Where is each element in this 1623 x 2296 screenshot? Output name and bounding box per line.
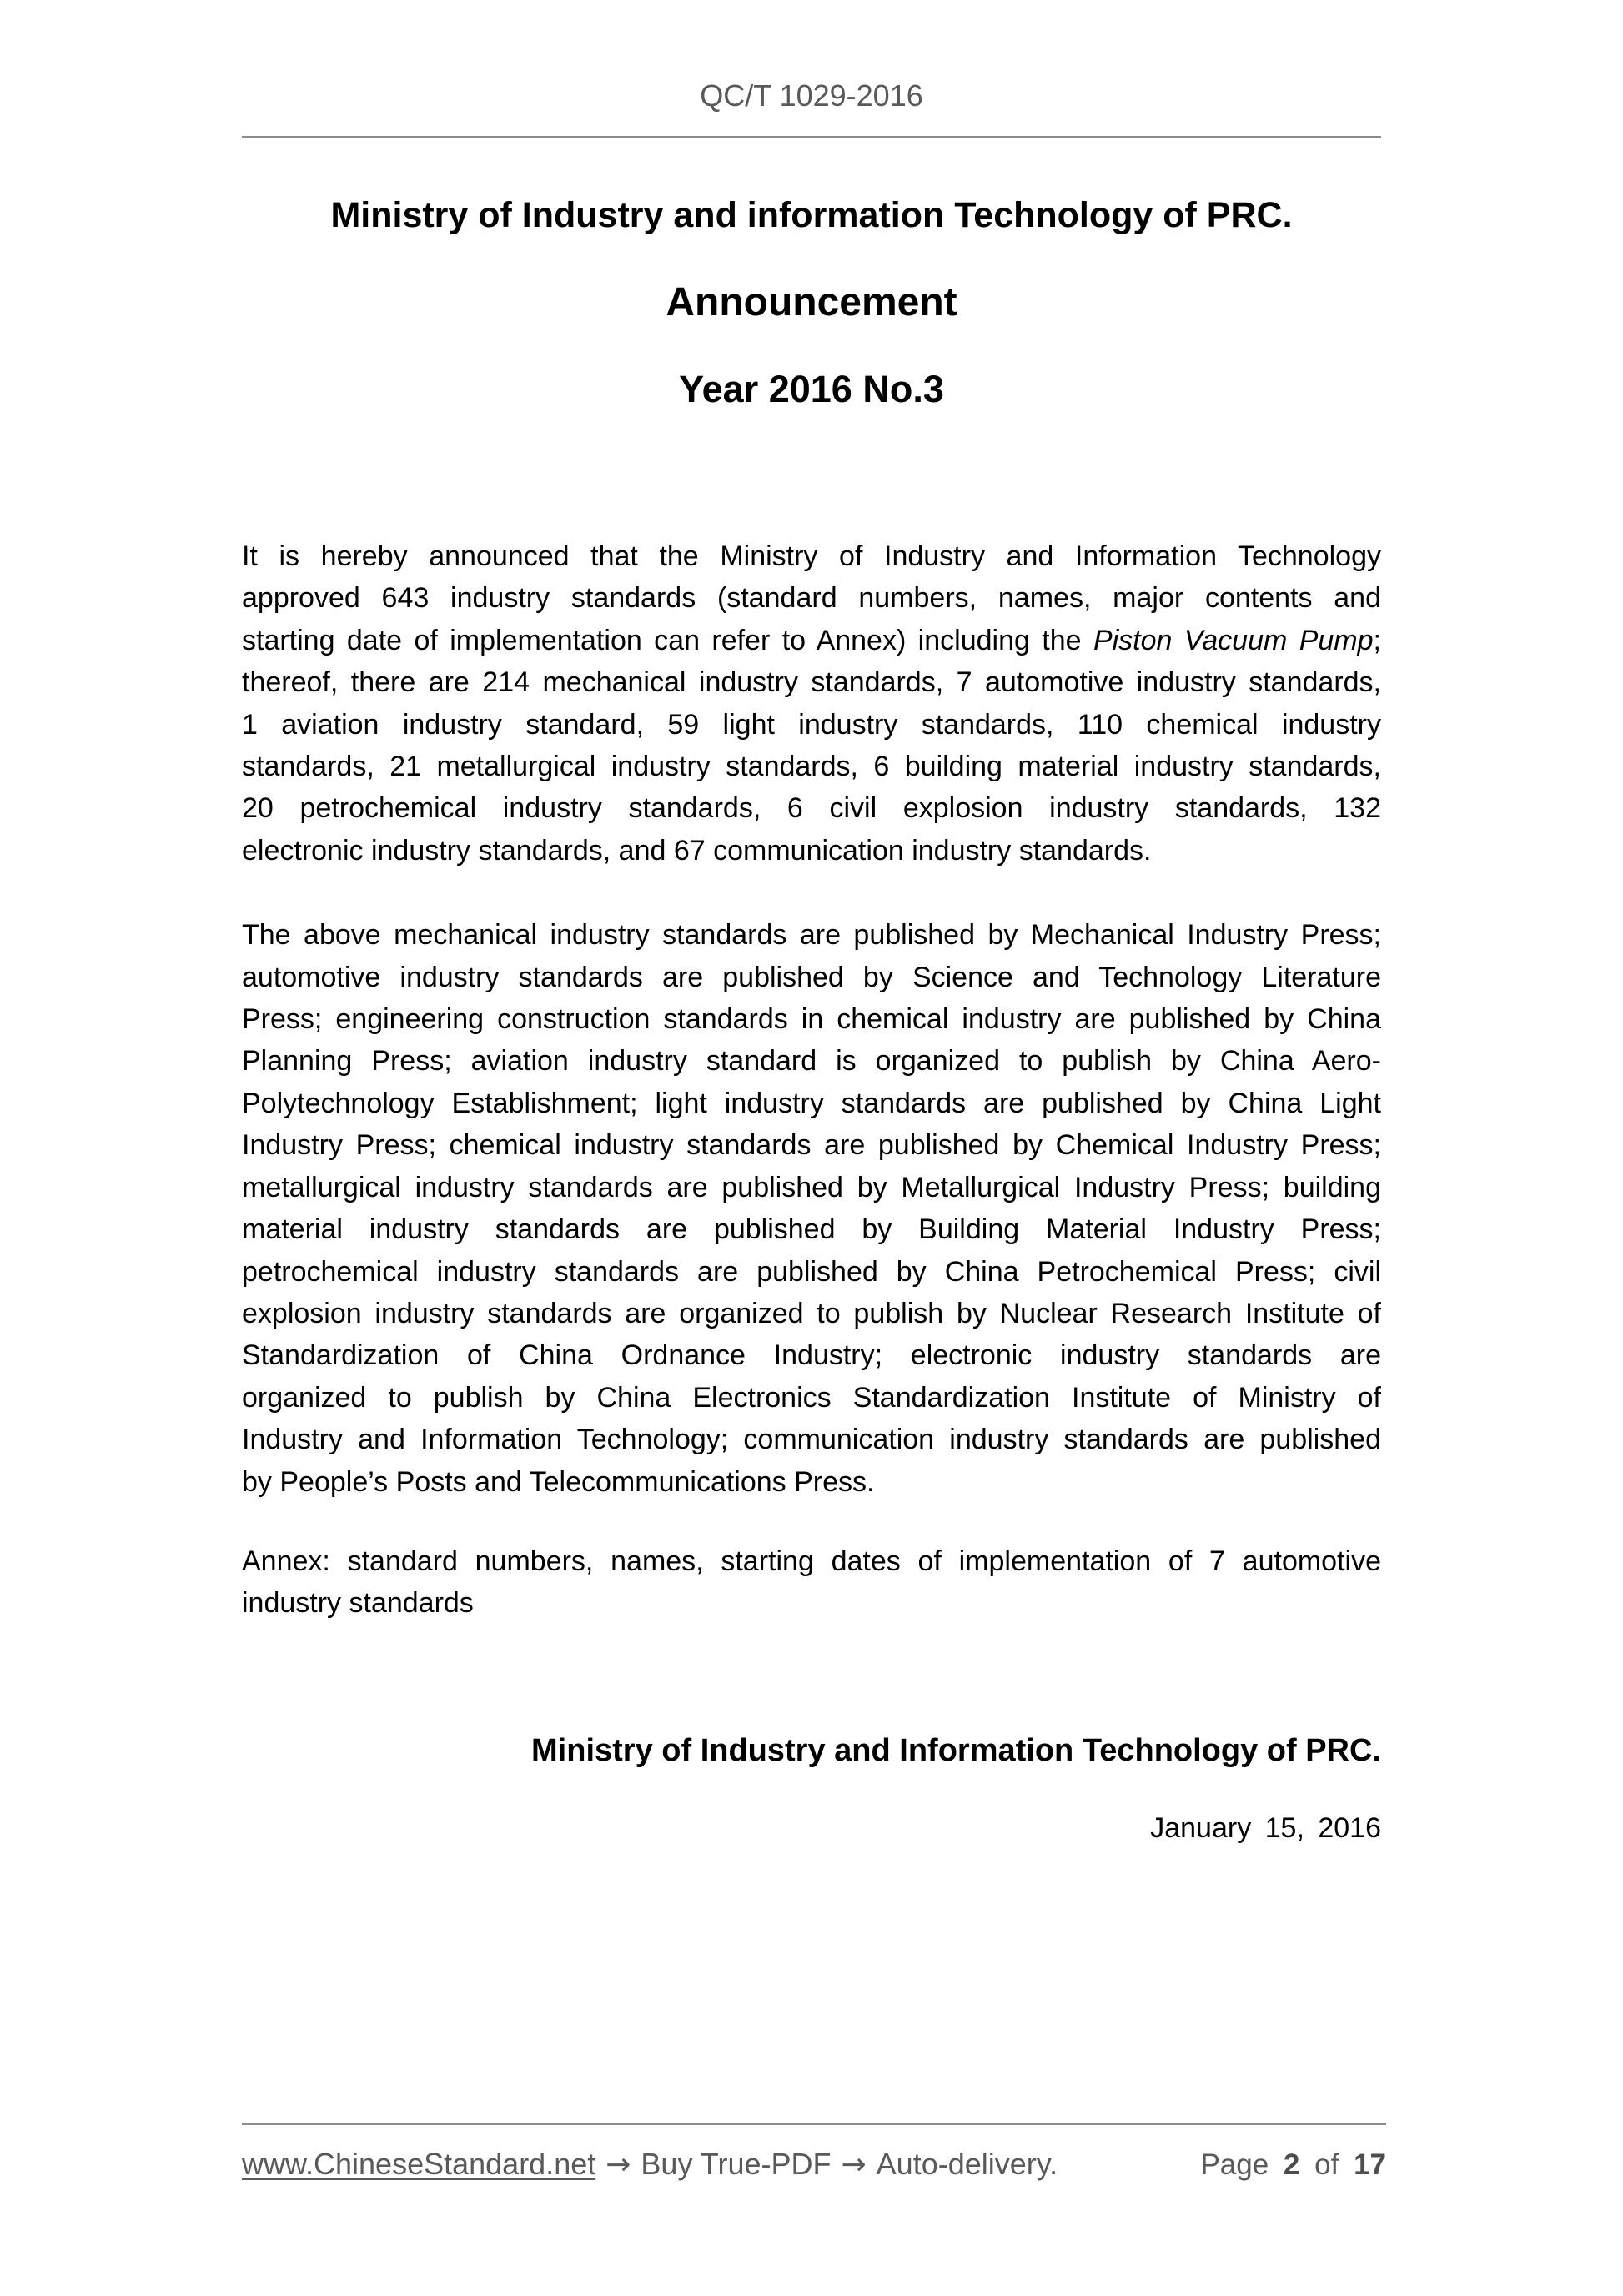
text-line: The above mechanical industry standards are published by Mechanical Industry Press; [242, 919, 1381, 952]
page-current: 2 [1283, 2148, 1300, 2181]
text-line: standards, 21 metallurgical industry standards, 6 building material industry standards, [242, 751, 1381, 783]
announcement-title: Announcement [666, 280, 957, 324]
standard-code-header: QC/T 1029-2016 [700, 78, 923, 113]
date-line: January 15, 2016 [1150, 1811, 1381, 1844]
text-line: Planning Press; aviation industry standard is organized to publish by China Aero- [242, 1045, 1381, 1078]
text-line: material industry standards are published by Building Material Industry Press; [242, 1213, 1381, 1246]
text-line: It is hereby announced that the Ministry of Industry and Information Technology [242, 540, 1381, 572]
text-line: starting date of implementation can refer to Annex) including the Piston Vacuum Pump; [242, 624, 1381, 656]
ministry-title: Ministry of Industry and information Technology of PRC. [330, 195, 1293, 235]
text-line: metallurgical industry standards are published by Metallurgical Industry Press; building [242, 1171, 1381, 1203]
text-line: Polytechnology Establishment; light industry standards are published by China Light [242, 1087, 1381, 1119]
text-line: explosion industry standards are organized to publish by Nuclear Research Institute of [242, 1297, 1381, 1329]
header-divider [242, 136, 1381, 138]
right-arrow-icon: → [841, 2148, 867, 2182]
text-line: organized to publish by China Electronics Standardization Institute of Ministry of [242, 1381, 1381, 1414]
page-footer [242, 2147, 1386, 2183]
signature-line: Ministry of Industry and Information Technology of PRC. [531, 1732, 1381, 1768]
text-line: petrochemical industry standards are published by China Petrochemical Press; civil [242, 1255, 1381, 1288]
text-line: electronic industry standards, and 67 communication industry standards. [242, 834, 1152, 867]
text-line: Industry and Information Technology; communication industry standards are published [242, 1424, 1381, 1456]
footer-action-delivery: Auto-delivery. [876, 2147, 1058, 2181]
page-total: 17 [1354, 2148, 1386, 2181]
text-line: automotive industry standards are published by Science and Technology Literature [242, 961, 1381, 993]
text-line: Press; engineering construction standards in chemical industry are published by China [242, 1003, 1381, 1036]
text-line: 1 aviation industry standard, 59 light industry standards, 110 chemical industry [242, 708, 1381, 741]
text-line: 20 petrochemical industry standards, 6 civil explosion industry standards, 132 [242, 792, 1381, 825]
page-content [242, 79, 1381, 1843]
right-arrow-icon: → [605, 2148, 631, 2182]
of-label: of [1314, 2148, 1339, 2181]
text-line: Industry Press; chemical industry standards are published by Chemical Industry Press; [242, 1129, 1381, 1162]
text-line: thereof, there are 214 mechanical industry standards, 7 automotive industry standards, [242, 666, 1381, 699]
announcement-paragraph [242, 535, 1381, 872]
text-line: Annex: standard numbers, names, starting dates of implementation of 7 automotive [242, 1545, 1381, 1577]
page-label: Page [1200, 2148, 1269, 2181]
footer-links [242, 2147, 1058, 2183]
footer-action-buy: Buy True-PDF [641, 2147, 832, 2181]
website-link[interactable]: www.ChineseStandard.net [242, 2147, 596, 2181]
text-line: approved 643 industry standards (standard numbers, names, major contents and [242, 582, 1381, 615]
publishers-paragraph [242, 914, 1381, 1503]
text-line: industry standards [242, 1587, 474, 1620]
text-line: by People’s Posts and Telecommunications Press. [242, 1465, 875, 1498]
text-line: Standardization of China Ordnance Industry; electronic industry standards are [242, 1339, 1381, 1372]
issue-number: Year 2016 No.3 [679, 368, 944, 410]
footer-divider [242, 2123, 1386, 2125]
page-indicator [1200, 2148, 1386, 2183]
annex-paragraph [242, 1540, 1381, 1625]
